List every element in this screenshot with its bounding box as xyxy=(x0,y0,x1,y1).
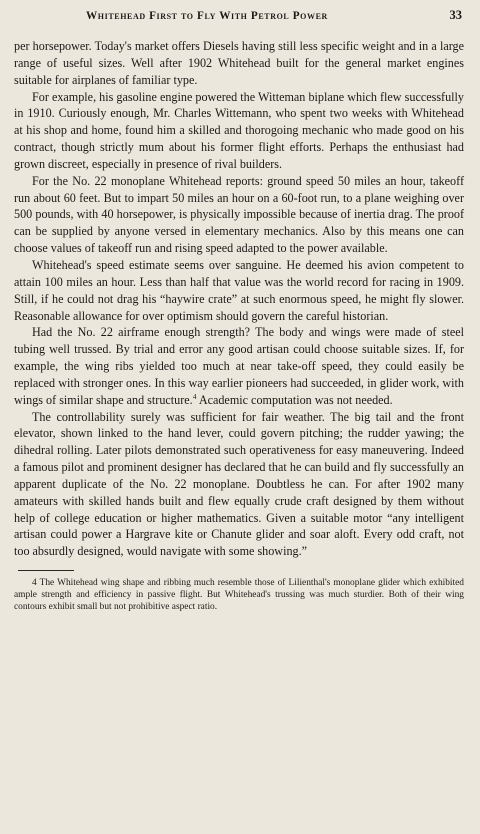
footnote-reference[interactable]: 4 xyxy=(192,391,197,401)
paragraph-5: Had the No. 22 airframe enough strength? The body and wings were made of steel tubing well trussed. By trial and error any good artisan could choose suitable sizes. If, for example, the wing ribs yielded too much at near take-off speed, they could easily be replaced with stronger ones. In this way earlier pioneers had succeeded, in glider work, with wings of similar shape and structure.$^4$ Academic computation was not needed. xyxy=(14,325,464,407)
body-text xyxy=(14,38,464,560)
paragraph-6: The controllability surely was sufficient for fair weather. The big tail and the front elevator, shown linked to the hand lever, could govern pitching; the rudder yawing; the dihedral rolling. Later pilots demonstrated such operativeness for easy maneuvering. Indeed a famous pilot and prominent designer has declared that he can build and fly successfully an apparent duplicate of the No. 22 monoplane. Doubtless he can. For after 1902 many amateurs with skilled hands built and flew equally crude craft designed by them without help of college education or higher mathematics. Given a suitable motor “any intelligent artisan could power a Hargrave kite or Chanute glider and soar aloft. Every odd craft, not too absurdly designed, would navigate with some showing.” xyxy=(14,409,464,559)
paragraph-1: per horsepower. Today's market offers Diesels having still less specific weight and in a large range of useful sizes. Well after 1902 Whitehead built for the general market engines suitable for airplanes of familiar type. xyxy=(14,39,464,87)
footnote-text: The Whitehead wing shape and ribbing much resemble those of Lilienthal's monoplane glider which exhibited ample strength and efficiency in passive flight. But Whitehead's trussing was much sturdier. Both of their wing contours exhibit small but not prohibitive aspect ratio. xyxy=(14,578,464,612)
running-head: Whitehead First to Fly With Petrol Power xyxy=(86,10,328,22)
footnote-divider xyxy=(18,570,74,571)
page-header xyxy=(14,8,464,34)
paragraph-2: For example, his gasoline engine powered the Witteman biplane which flew successfully in 1910. Curiously enough, Mr. Charles Wittemann, who spent two weeks with Whitehead at his shop and home, found him a skilled and thorogoing mechanic who made good on his contract, though strictly mum about his former flight efforts. Perhaps the enthusiast had grown discreet, especially in presence of rival builders. xyxy=(14,89,464,171)
page-number: 33 xyxy=(449,8,462,22)
footnote-marker: 4 xyxy=(32,578,37,589)
paragraph-4: Whitehead's speed estimate seems over sanguine. He deemed his avion competent to attain 100 miles an hour. Less than half that value was the world record for racing in 1909. Still, if he could not drag his “haywire crate” at such enormous speed, he might fly slower. Reasonable allowance for over optimism should govern the careful historian. xyxy=(14,257,464,323)
paragraph-3: For the No. 22 monoplane Whitehead reports: ground speed 50 miles an hour, takeoff run about 60 feet. But to impart 50 miles an hour on a 60-foot run, to a plane weighing over 500 pounds, with 40 horsepower, is physically impossible because of inertia drag. The proof can be supplied by anyone versed in elementary mechanics. Also by this means one can choose values of takeoff run and rising speed adapted to the power available. xyxy=(14,173,464,256)
footnote xyxy=(14,578,464,614)
